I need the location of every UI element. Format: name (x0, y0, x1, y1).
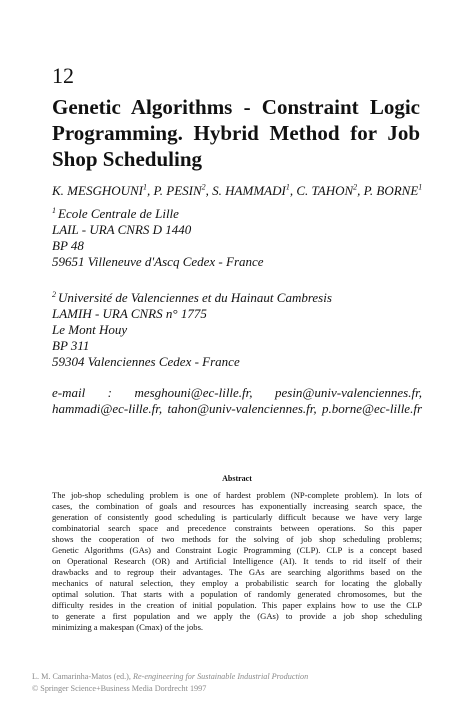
paper-title (52, 94, 420, 172)
abstract-line: optimal solution. That starts with a population of randomly generated chromosomes, but the (52, 589, 422, 599)
affiliation-mark: 2 (52, 289, 56, 299)
affiliation-line: Ecole Centrale de Lille (58, 206, 179, 221)
email-address[interactable]: pesin@univ-valenciennes.fr, (274, 385, 422, 400)
footer-editors: L. M. Camarinha-Matos (ed.), (32, 672, 131, 681)
abstract-line: minimizing a makespan (Cmax) of the jobs. (52, 622, 204, 632)
abstract-line: on Operational Research (OR) and Artificial Intelligence (AI). It tends to rid itself of their (52, 556, 422, 566)
author-affiliation-mark: 2 (353, 182, 358, 192)
abstract-line: generation of consistently good scheduling is particularly difficult because we have very large (52, 512, 422, 522)
email-address[interactable]: tahon@univ-valenciennes.fr, (167, 401, 317, 416)
email-address[interactable]: p.borne@ec-lille.fr (321, 401, 422, 416)
email-colon: : (107, 385, 112, 400)
affiliation-line: 59651 Villeneuve d'Ascq Cedex - France (52, 254, 264, 269)
affiliation-1 (52, 206, 422, 270)
page-footer (32, 671, 452, 695)
author-name: P. PESIN (153, 183, 202, 198)
affiliation-line: LAIL - URA CNRS D 1440 (52, 222, 192, 237)
abstract-line: drawbacks and to regroup their advantages. The GAs are searching algorithms based on the (52, 567, 422, 577)
chapter-number: 12 (52, 63, 74, 88)
affiliation-mark: 1 (52, 205, 56, 215)
affiliation-line: LAMIH - URA CNRS n° 1775 (52, 306, 207, 321)
email-address[interactable]: mesghouni@ec-lille.fr, (134, 385, 253, 400)
title-line: Shop Scheduling (52, 147, 202, 171)
author-affiliation-mark: 1 (143, 182, 147, 192)
author-name: S. HAMMADI (212, 183, 286, 198)
author-affiliation-mark: 1 (418, 182, 423, 192)
abstract-line: combinatorial search space and precedence constraints between operations. So this paper (52, 523, 422, 533)
footer-copyright: © Springer Science+Business Media Dordrecht 1997 (32, 684, 207, 693)
email-block (52, 385, 422, 417)
title-line: Programming. Hybrid Method for Job (52, 121, 420, 145)
author-affiliation-mark: 1 (285, 182, 290, 192)
abstract-line: The job-shop scheduling problem is one of hardest problem (NP-complete problem). In lots of (52, 490, 422, 500)
email-label: e-mail (52, 385, 86, 400)
email-address[interactable]: hammadi@ec-lille.fr, (52, 401, 163, 416)
affiliation-line: BP 48 (52, 238, 84, 253)
author-name: P. BORNE (363, 183, 419, 198)
abstract-line: Genetic Algorithms (GAs) and Constraint Logic Programming (CLP). CLP is a concept based (52, 545, 422, 555)
title-line: Genetic Algorithms - Constraint Logic (52, 95, 420, 119)
author-name: K. MESGHOUNI (52, 183, 143, 198)
abstract-line: difficulty resides in the creation of initial population. This paper explains how to use the CLP (52, 600, 422, 610)
author-name: C. TAHON (296, 183, 354, 198)
author-affiliation-mark: 2 (201, 182, 206, 192)
affiliation-line: 59304 Valenciennes Cedex - France (52, 354, 240, 369)
affiliation-line: BP 311 (52, 338, 90, 353)
author-list: K. MESGHOUNI$^1$, P. PESIN$^2$, S. HAMMADI$^1$, C. TAHON$^2$, P. BORNE$^1$ (52, 182, 423, 198)
abstract-line: mechanics of natural selection, they employ a probabilistic search for locating the globally (52, 578, 422, 588)
abstract-text (52, 490, 422, 633)
abstract-line: cases, the combination of goals and resources has exponentially increasing search space, the (52, 501, 422, 511)
footer-book-title: Re-engineering for Sustainable Industrial Production (132, 672, 309, 681)
affiliation-line: Le Mont Houy (52, 322, 128, 337)
affiliation-2 (52, 290, 422, 370)
abstract-line: to generate a first population and we apply the (GAs) to provide a job shop scheduling (52, 611, 422, 621)
abstract-heading: Abstract (222, 474, 252, 483)
abstract-line: shows the cooperation of two methods for the solving of job shop scheduling problems; (52, 534, 422, 544)
affiliation-line: Université de Valenciennes et du Hainaut Cambresis (58, 290, 332, 305)
